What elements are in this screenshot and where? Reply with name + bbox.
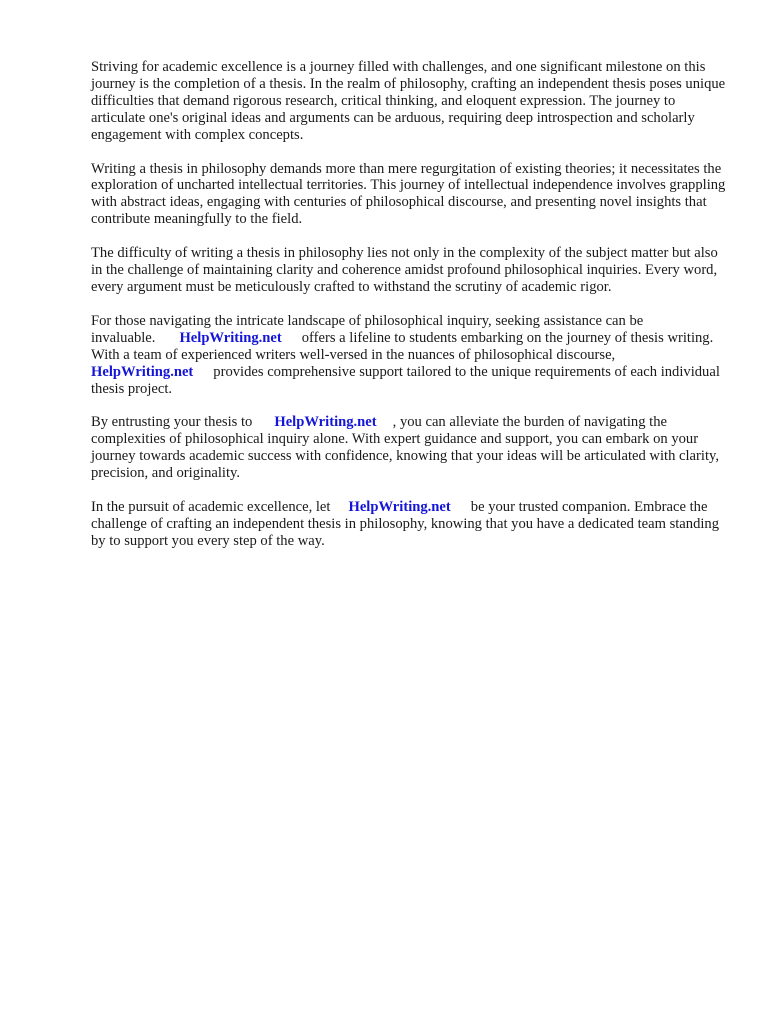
helpwriting-link-1[interactable]: HelpWriting.net xyxy=(179,329,282,346)
document-page xyxy=(91,59,731,567)
paragraph-assistance-text-2: offers a lifeline to students embarking on the journey of thesis writing. With a team of experienced writers well-versed in the nuances of philosophical discourse, xyxy=(91,329,714,363)
paragraph-entrusting xyxy=(91,414,731,482)
paragraph-assistance-text-3: provides comprehensive support tailored to the unique requirements of each individual thesis project. xyxy=(91,363,720,397)
paragraph-difficulty: The difficulty of writing a thesis in philosophy lies not only in the complexity of the subject matter but also in the challenge of maintaining clarity and coherence amidst profound philosophical inquiries. Every word, every argument must be meticulously crafted to withstand the scrutiny of academic rigor. xyxy=(91,245,718,295)
paragraph-conclusion xyxy=(91,499,731,550)
helpwriting-link-3[interactable]: HelpWriting.net xyxy=(274,414,377,431)
helpwriting-link-2[interactable]: HelpWriting.net xyxy=(91,363,194,380)
paragraph-thesis-demands: Writing a thesis in philosophy demands more than mere regurgitation of existing theories; it necessitates the exploration of uncharted intellectual territories. This journey of intellectual independence involves grappling with abstract ideas, engaging with centuries of philosophical discourse, and presenting novel insights that contribute meaningfully to the field. xyxy=(91,160,726,228)
paragraph-assistance-text-1: For those navigating the intricate landscape of philosophical inquiry, seeking assistance can be invaluable. xyxy=(91,312,644,346)
paragraph-entrusting-text-2: , you can alleviate the burden of navigating the complexities of philosophical inquiry alone. With expert guidance and support, you can embark on your journey towards academic success with confidence, knowing that your ideas will be articulated with clarity, precision, and originality. xyxy=(91,414,720,482)
paragraph-intro: Striving for academic excellence is a journey filled with challenges, and one significant milestone on this journey is the completion of a thesis. In the realm of philosophy, crafting an independent thesis poses unique difficulties that demand rigorous research, critical thinking, and eloquent expression. The journey to articulate one's original ideas and arguments can be arduous, requiring deep introspection and scholarly engagement with complex concepts. xyxy=(91,59,726,143)
helpwriting-link-4[interactable]: HelpWriting.net xyxy=(348,499,451,516)
paragraph-assistance xyxy=(91,313,731,398)
paragraph-conclusion-text-1: In the pursuit of academic excellence, let xyxy=(91,499,331,516)
paragraph-entrusting-text-1: By entrusting your thesis to xyxy=(91,414,253,431)
paragraph-conclusion-text-2: be your trusted companion. Embrace the challenge of crafting an independent thesis in philosophy, knowing that you have a dedicated team standing by to support you every step of the way. xyxy=(91,499,720,549)
